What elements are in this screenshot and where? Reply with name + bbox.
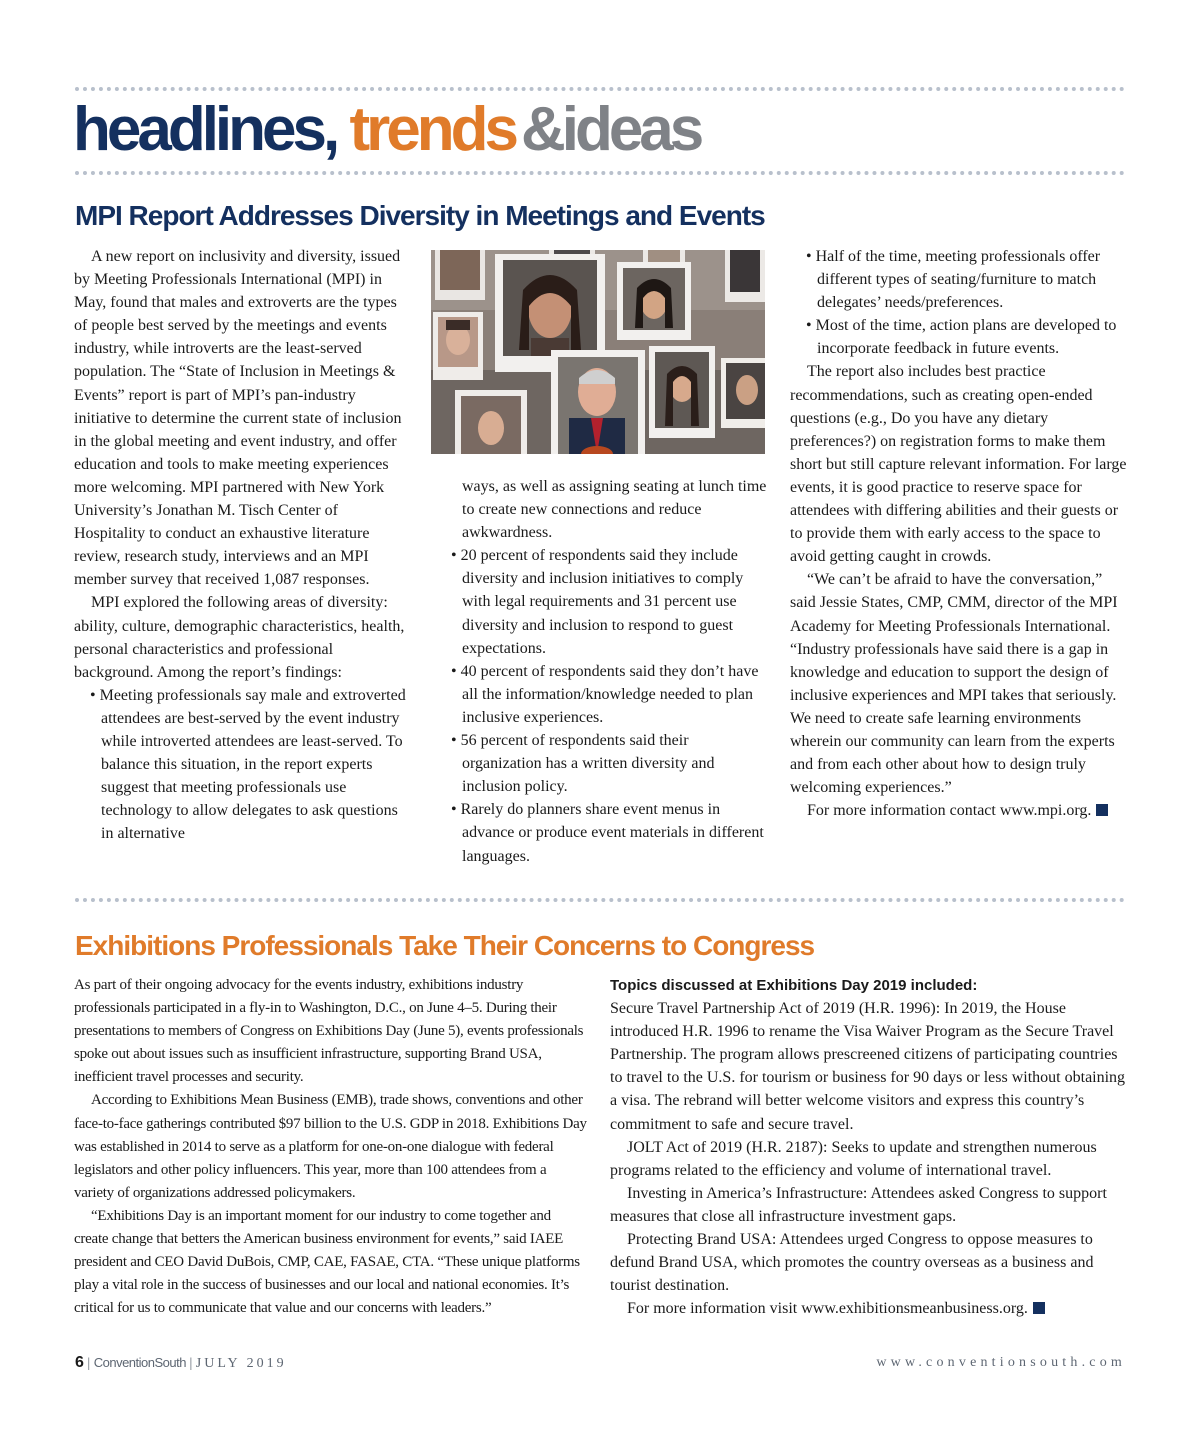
page-number: 6 (75, 1354, 84, 1371)
section-masthead (73, 92, 700, 168)
article2-contact-text: For more information visit www.exhibitionsmeanbusiness.org. (627, 1300, 1028, 1318)
article1-bullet: • 40 percent of respondents said they don’t have all the information/knowledge needed to plan inclusive experiences. (451, 662, 759, 726)
article2-topic: Protecting Brand USA: Attendees urged Congress to oppose measures to defund Brand USA, which promotes the country overseas as a business and tourist destination. (610, 1231, 1094, 1295)
article2-topic: Secure Travel Partnership Act of 2019 (H.R. 1996): In 2019, the House introduced H.R. 1996 to rename the Visa Waiver Program as the Secure Travel Partnership. The program allows prescreened citizens of participating countries to travel to the U.S. for tourism or business for 90 days or less without obtaining a visa. The rebrand will better welcome visitors and express this country’s commitment to safe and secure travel. (610, 1000, 1126, 1133)
article1-bullet: • 56 percent of respondents said their organization has a written diversity and inclusion policy. (451, 732, 715, 796)
section-divider-rule (75, 898, 1125, 902)
article1-bullet-continued: ways, as well as assigning seating at lunch time to create new connections and reduce awkwardness. (462, 478, 767, 542)
article1-bullet: • Most of the time, action plans are developed to incorporate feedback in future events. (806, 317, 1117, 358)
article2-paragraph: “Exhibitions Day is an important moment for our industry to come together and create change that betters the American business environment for events,” said IAEE president and CEO David DuBois, CMP, CAE, FASAE, CTA. “These unique platforms play a vital role in the success of businesses and our local and national economies. It’s critical for us to communicate that value and our concerns with leaders.” (74, 1207, 580, 1317)
masthead-ideas: ideas (561, 95, 701, 164)
article1-headline: MPI Report Addresses Diversity in Meetings and Events (75, 200, 765, 231)
topics-heading: Topics discussed at Exhibitions Day 2019 included: (610, 977, 978, 994)
magazine-name: ConventionSouth (93, 1355, 186, 1370)
article2-paragraph: As part of their ongoing advocacy for the events industry, exhibitions industry professionals participated in a fly-in to Washington, D.C., on June 4–5. During their presentations to members of Congress on Exhibitions Day (June 5), events professionals spoke out about issues such as insufficient infrastructure, supporting Brand USA, inefficient travel processes and security. (74, 977, 584, 1086)
footer-separator: | (87, 1356, 91, 1371)
article1-contact-text: For more information contact www.mpi.org. (807, 802, 1092, 820)
top-dotted-rule (75, 87, 1125, 91)
article1-bullet: • Meeting professionals say male and extroverted attendees are best-served by the event industry while introverted attendees are least-served. To balance this situation, in the report experts suggest that meeting professionals use technology to allow delegates to ask questions in alternative (90, 686, 406, 843)
article1-column-2 (447, 475, 772, 868)
article2-topic: Investing in America’s Infrastructure: Attendees asked Congress to support measures that close all infrastructure investment gaps. (610, 1184, 1107, 1225)
article1-paragraph: A new report on inclusivity and diversity, issued by Meeting Professionals International (MPI) in May, found that males and extroverts are the types of people best served by the meetings and events industry, while introverts are the least-served population. The “State of Inclusion in Meetings & Events” report is part of MPI’s pan-industry initiative to determine the current state of inclusion in the global meeting and event industry, and offer education and tools to make meeting experiences more welcoming. MPI partnered with New York University’s Jonathan M. Tisch Center of Hospitality to conduct an exhaustive literature review, research study, interviews and an MPI member survey that received 1,087 responses. (74, 248, 402, 589)
article1-paragraph: “We can’t be afraid to have the conversation,” said Jessie States, CMP, CMM, director of the MPI Academy for Meeting Professionals International. “Industry professionals have said there is a gap in knowledge and education to support the design of inclusive experiences and MPI takes that seriously. We need to create safe learning environments wherein our community can learn from the experts and from each other about how to design truly welcoming experiences.” (790, 571, 1118, 797)
article2-right-column (610, 974, 1130, 1320)
photo-collage-image (431, 250, 765, 454)
masthead-trends: trends (349, 95, 515, 164)
page-footer-left (75, 1354, 287, 1372)
issue-date: JULY 2019 (195, 1356, 287, 1371)
article1-paragraph: The report also includes best practice recommendations, such as creating open-ended questions (e.g., Do you have any dietary preferences?) on registration forms to make them short but still capture relevant information. For large events, it is good practice to reserve space for attendees with differing abilities and their guests or to provide them with early access to the space to avoid getting caught in crowds. (790, 363, 1127, 566)
diversity-photo-collage (431, 250, 765, 454)
masthead-dotted-rule (75, 171, 1125, 175)
article1-bullet: • Half of the time, meeting professionals offer different types of seating/furniture to match delegates’ needs/preferences. (806, 248, 1101, 312)
article2-headline: Exhibitions Professionals Take Their Concerns to Congress (75, 930, 815, 961)
masthead-headlines: headlines, (73, 95, 337, 164)
article1-closing (790, 799, 1127, 822)
article1-bullet: • 20 percent of respondents said they include diversity and inclusion initiatives to comply with legal requirements and 31 percent use diversity and inclusion to respond to guest expectations. (451, 547, 744, 657)
article1-paragraph: MPI explored the following areas of diversity: ability, culture, demographic characteristics, health, personal characteristics and professional background. Among the report’s findings: (74, 594, 405, 681)
end-square-icon (1033, 1302, 1045, 1314)
footer-separator: | (189, 1356, 193, 1371)
article2-paragraph: According to Exhibitions Mean Business (EMB), trade shows, conventions and other face-to-face gatherings contributed $97 billion to the U.S. GDP in 2018. Exhibitions Day was established in 2014 to serve as a platform for one-on-one dialogue with federal legislators and other policy influencers. This year, more than 100 attendees from a variety of organizations addressed policymakers. (74, 1092, 587, 1201)
article1-bullet: • Rarely do planners share event menus in advance or produce event materials in different languages. (451, 801, 764, 865)
article2-closing (610, 1297, 1130, 1320)
article1-column-3 (790, 245, 1127, 822)
footer-website: www.conventionsouth.com (876, 1355, 1126, 1370)
article2-topic: JOLT Act of 2019 (H.R. 2187): Seeks to update and strengthen numerous programs related to the efficiency and volume of international travel. (610, 1138, 1097, 1179)
article2-left-column (74, 974, 588, 1320)
article1-column-1 (74, 245, 409, 845)
masthead-ampersand: & (520, 95, 562, 164)
end-square-icon (1096, 804, 1108, 816)
